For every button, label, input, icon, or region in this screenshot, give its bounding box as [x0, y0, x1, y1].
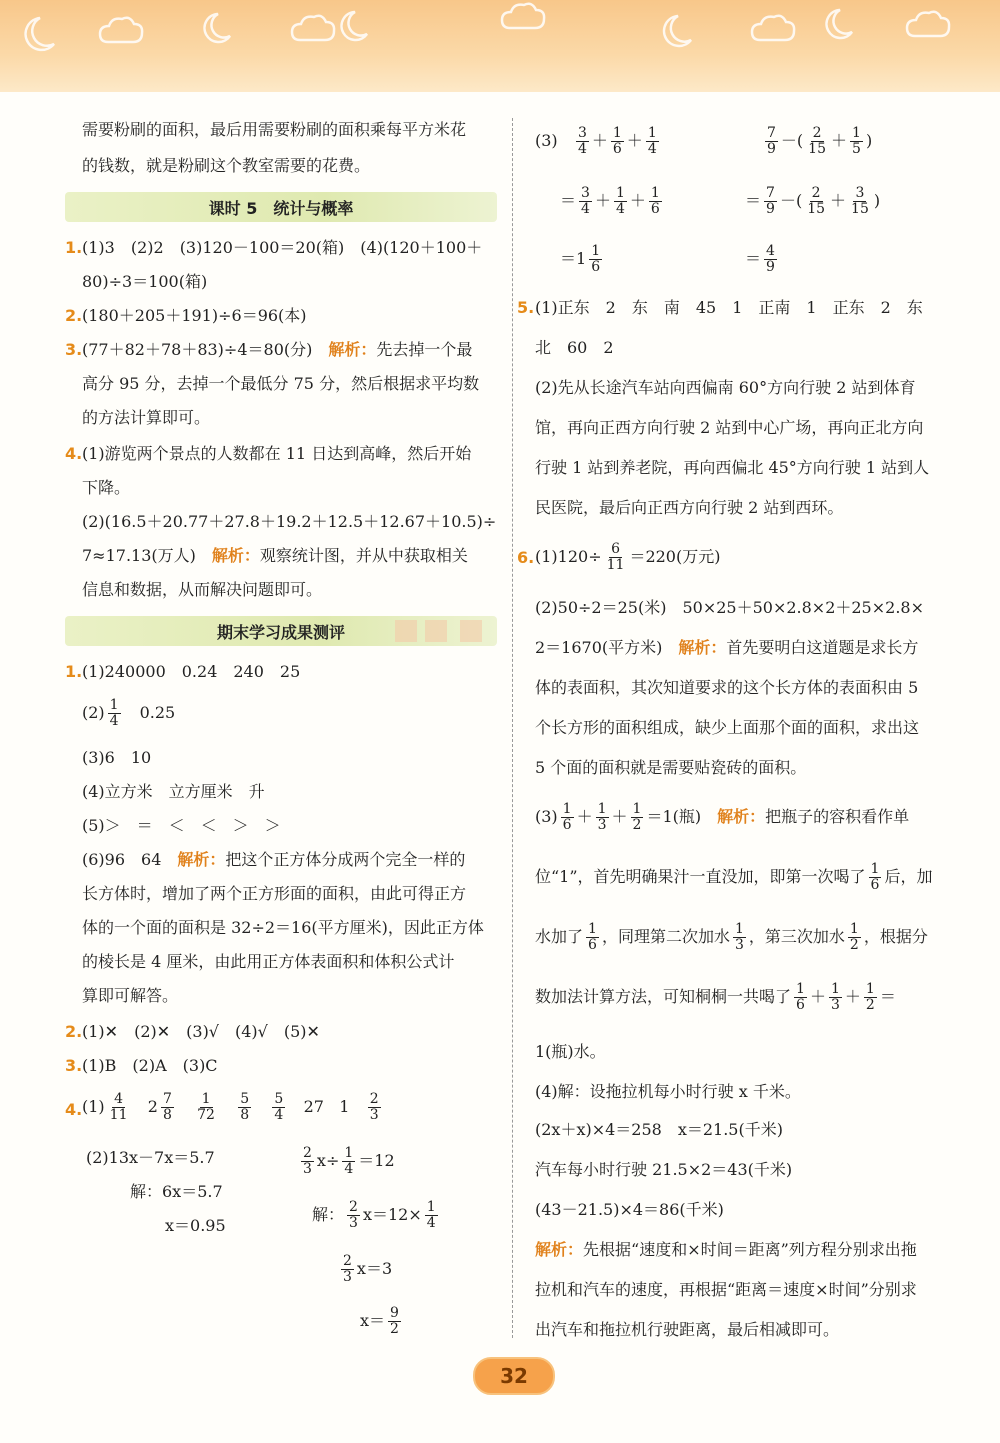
answer-line: (43－21.5)×4＝86(千米): [535, 1200, 724, 1219]
fraction: $\frac{1}{4}$: [426, 1199, 436, 1231]
answer-line: 馆，再向正西方向行驶 2 站到中心广场，再向正北方向: [535, 418, 924, 437]
fraction: $\frac{1}{6}$: [588, 921, 597, 953]
answer-line: (2)先从长途汽车站向西偏南 60°方向行驶 2 站到体育: [535, 378, 916, 397]
fraction: $\frac{2}{15}$: [807, 185, 826, 217]
answer-line: 数加法计算方法，可知桐桐一共喝了 $\frac{1}{6}$ ＋ $\frac{1}{3}$ ＋ $\frac{1}{2}$ ＝: [535, 981, 896, 1013]
fraction: $\frac{1}{6}$: [870, 861, 880, 893]
answer-line: 下降。: [82, 478, 131, 497]
decoration: [425, 620, 447, 642]
equation-line: x＝0.95: [165, 1216, 226, 1235]
question-number: 1.: [65, 662, 83, 681]
fraction: $\frac{7}{9}$: [767, 125, 776, 157]
answer-line: 长方体时，增加了两个正方形面的面积，由此可得正方: [82, 884, 467, 903]
cloud-icon: [100, 18, 142, 42]
fraction: $\frac{2}{3}$: [303, 1145, 312, 1177]
fraction: $\frac{7}{8}$: [162, 1091, 172, 1123]
answer-line: 的方法计算即可。: [82, 408, 211, 427]
decoration: [460, 620, 482, 642]
answer-line: (3) $\frac{1}{6}$ ＋ $\frac{1}{3}$ ＋ $\frac{1}{2}$ ＝1(瓶) 解析：把瓶子的容积看作单: [535, 801, 910, 833]
answer-line: (1)240000 0.24 240 25: [82, 662, 301, 681]
fraction: $\frac{2}{15}$: [808, 125, 826, 157]
answer-line: (2)(16.5＋20.77＋27.8＋19.2＋12.5＋12.67＋10.5)÷: [82, 512, 497, 531]
analysis-label: 解析：: [177, 850, 226, 869]
question-number: 4.: [65, 1100, 83, 1119]
moon-icon: [664, 16, 691, 46]
fraction: $\frac{1}{6}$: [650, 185, 660, 217]
cloud-icon: [292, 16, 334, 40]
fraction: $\frac{2}{3}$: [349, 1199, 358, 1231]
equation-line: ＝ $\frac{7}{9}$ －( $\frac{2}{15}$ ＋ $\frac{3}{15}$ ): [745, 185, 881, 217]
decoration: [395, 620, 417, 642]
answer-line: (6)96 64 解析：把这个正方体分成两个完全一样的: [82, 850, 466, 869]
page-number: 32: [473, 1357, 555, 1395]
fraction: $\frac{7}{9}$: [766, 185, 775, 217]
fraction: $\frac{3}{15}$: [851, 185, 869, 217]
equation-line: 解： $\frac{2}{3}$ x＝12× $\frac{1}{4}$: [312, 1199, 436, 1231]
fraction: $\frac{1}{2}$: [632, 801, 642, 833]
fraction: $\frac{1}{4}$: [344, 1145, 354, 1177]
answer-line: 7≈17.13(万人) 解析：观察统计图，并从中获取相关: [82, 546, 468, 565]
question-number: 4.: [65, 444, 83, 463]
answer-line: 的棱长是 4 厘米，由此用正方体表面积和体积公式计: [82, 952, 455, 971]
answer-line: (1) $\frac{4}{11}$ 2 $\frac{7}{8}$ $\frac{1}{72}$ $\frac{5}{8}$ $\frac{5}{4}$ 27 1 $\frac{2}{3}$: [82, 1091, 379, 1123]
question-number: 2.: [65, 1022, 83, 1041]
column-divider: [512, 118, 513, 1338]
answer-line: (4)立方米 立方厘米 升: [82, 782, 265, 801]
fraction: $\frac{1}{72}$: [197, 1091, 215, 1123]
fraction: $\frac{5}{8}$: [240, 1091, 250, 1123]
fraction: $\frac{6}{11}$: [606, 541, 625, 573]
answer-line: 1(瓶)水。: [535, 1042, 606, 1061]
fraction: $\frac{1}{6}$: [796, 981, 805, 1013]
question-number: 3.: [65, 340, 83, 359]
answer-line: (4)解：设拖拉机每小时行驶 x 千米。: [535, 1082, 801, 1101]
intro-line-2: 的钱数，就是粉刷这个教室需要的花费。: [82, 156, 371, 175]
answer-line: 拉机和汽车的速度，再根据“距离＝速度×时间”分别求: [535, 1280, 917, 1299]
fraction: $\frac{1}{4}$: [647, 125, 657, 157]
fraction: $\frac{1}{4}$: [109, 697, 119, 729]
analysis-label: 解析：: [717, 807, 766, 826]
cloud-icon: [907, 12, 949, 36]
fraction: $\frac{1}{6}$: [562, 801, 572, 833]
fraction: $\frac{1}{3}$: [830, 981, 840, 1013]
answer-line: 个长方形的面积组成，缺少上面那个面的面积，求出这: [535, 718, 920, 737]
answer-line: (1)B (2)A (3)C: [82, 1056, 218, 1075]
question-number: 6.: [517, 548, 535, 567]
analysis-label: 解析：: [535, 1240, 584, 1259]
equation-line: (2)13x－7x＝5.7: [86, 1148, 215, 1167]
fraction: $\frac{4}{9}$: [766, 243, 775, 275]
section-title-lesson5: 课时 5 统计与概率: [65, 192, 497, 222]
answer-line: 算即可解答。: [82, 986, 179, 1005]
equation-line: (3) $\frac{3}{4}$ ＋ $\frac{1}{6}$ ＋ $\frac{1}{4}$: [535, 125, 657, 157]
equation-line: ＝1 $\frac{1}{6}$: [560, 243, 601, 275]
answer-line: (2x＋x)×4＝258 x＝21.5(千米): [535, 1120, 783, 1139]
analysis-label: 解析：: [211, 546, 260, 565]
fraction: $\frac{1}{2}$: [865, 981, 875, 1013]
moon-icon: [26, 18, 54, 50]
equation-line: $\frac{2}{3}$ x÷ $\frac{1}{4}$ ＝12: [303, 1145, 395, 1177]
fraction: $\frac{1}{4}$: [615, 185, 625, 217]
answer-line: 北 60 2: [535, 338, 614, 357]
answer-line: (1)✕ (2)✕ (3)√ (4)√ (5)✕: [82, 1022, 320, 1041]
answer-line: (180＋205＋191)÷6＝96(本): [82, 306, 307, 325]
fraction: $\frac{1}{6}$: [591, 243, 601, 275]
intro-line-1: 需要粉刷的面积，最后用需要粉刷的面积乘每平方米花: [82, 120, 467, 139]
answer-line: (2) $\frac{1}{4}$ 0.25: [82, 697, 176, 729]
answer-line: 位“1”，首先明确果汁一直没加，即第一次喝了 $\frac{1}{6}$ 后，加: [535, 861, 933, 893]
answer-line: 民医院，最后向正西方向行驶 2 站到西环。: [535, 498, 844, 517]
analysis-label: 解析：: [678, 638, 727, 657]
fraction: $\frac{4}{11}$: [109, 1091, 128, 1123]
section-title-final-test: 期末学习成果测评: [65, 616, 497, 646]
cloud-icon: [502, 4, 544, 28]
answer-line: 高分 95 分，去掉一个最低分 75 分，然后根据求平均数: [82, 374, 480, 393]
answer-line: (1)正东 2 东 南 45 1 正南 1 正东 2 东: [535, 298, 923, 317]
moon-icon: [342, 12, 367, 40]
answer-line: (3)6 10: [82, 748, 152, 767]
fraction: $\frac{1}{5}$: [852, 125, 861, 157]
header-band: [0, 0, 1000, 92]
answer-line: 汽车每小时行驶 21.5×2＝43(千米): [535, 1160, 793, 1179]
answer-line: (5)＞ ＝ ＜ ＜ ＞ ＞: [82, 816, 281, 835]
fraction: $\frac{3}{4}$: [577, 125, 587, 157]
equation-line: ＝ $\frac{3}{4}$ ＋ $\frac{1}{4}$ ＋ $\frac{1}{6}$: [560, 185, 660, 217]
answer-line: (1)3 (2)2 (3)120－100＝20(箱) (4)(120＋100＋: [82, 238, 483, 257]
analysis-label: 解析：: [328, 340, 377, 359]
fraction: $\frac{1}{6}$: [612, 125, 622, 157]
answer-line: 80)÷3＝100(箱): [82, 272, 208, 291]
answer-line: (1)120÷ $\frac{6}{11}$ ＝220(万元): [535, 541, 721, 573]
question-number: 5.: [517, 298, 535, 317]
equation-line: 解：6x＝5.7: [130, 1182, 223, 1201]
cloud-icon: [752, 16, 794, 40]
moon-icon: [205, 14, 230, 42]
answer-line: (2)50÷2＝25(米) 50×25＋50×2.8×2＋25×2.8×: [535, 598, 924, 617]
answer-line: (1)游览两个景点的人数都在 11 日达到高峰，然后开始: [82, 444, 472, 463]
fraction: $\frac{5}{4}$: [274, 1091, 284, 1123]
header-decoration: [0, 0, 1000, 92]
answer-line: 出汽车和拖拉机行驶距离，最后相减即可。: [535, 1320, 840, 1339]
moon-icon: [827, 10, 852, 38]
fraction: $\frac{1}{3}$: [597, 801, 607, 833]
answer-line: 水加了 $\frac{1}{6}$ ，同理第二次加水 $\frac{1}{3}$ ，第三次加水 $\frac{1}{2}$ ，根据分: [535, 921, 928, 953]
answer-line: (77＋82＋78＋83)÷4＝80(分) 解析：先去掉一个最: [82, 340, 473, 359]
equation-line: $\frac{2}{3}$ x＝3: [343, 1253, 393, 1285]
question-number: 2.: [65, 306, 83, 325]
answer-line: 解析：先根据“速度和×时间＝距离”列方程分别求出拖: [535, 1240, 917, 1259]
fraction: $\frac{1}{2}$: [849, 921, 859, 953]
fraction: $\frac{2}{3}$: [343, 1253, 352, 1285]
question-number: 3.: [65, 1056, 83, 1075]
fraction: $\frac{9}{2}$: [390, 1305, 399, 1337]
equation-line: ＝ $\frac{4}{9}$: [745, 243, 775, 275]
answer-line: 5 个面的面积就是需要贴瓷砖的面积。: [535, 758, 807, 777]
answer-line: 体的一个面的面积是 32÷2＝16(平方厘米)，因此正方体: [82, 918, 484, 937]
answer-line: 体的表面积，其次知道要求的这个长方体的表面积由 5: [535, 678, 919, 697]
equation-line: $\frac{7}{9}$ －( $\frac{2}{15}$ ＋ $\frac{1}{5}$ ): [767, 125, 873, 157]
fraction: $\frac{2}{3}$: [369, 1091, 379, 1123]
equation-line: x＝ $\frac{9}{2}$: [360, 1305, 399, 1337]
answer-line: 信息和数据，从而解决问题即可。: [82, 580, 323, 599]
answer-line: 行驶 1 站到养老院，再向西偏北 45°方向行驶 1 站到人: [535, 458, 930, 477]
fraction: $\frac{1}{3}$: [734, 921, 744, 953]
question-number: 1.: [65, 238, 83, 257]
answer-line: 2＝1670(平方米) 解析：首先要明白这道题是求长方: [535, 638, 919, 657]
fraction: $\frac{3}{4}$: [581, 185, 590, 217]
